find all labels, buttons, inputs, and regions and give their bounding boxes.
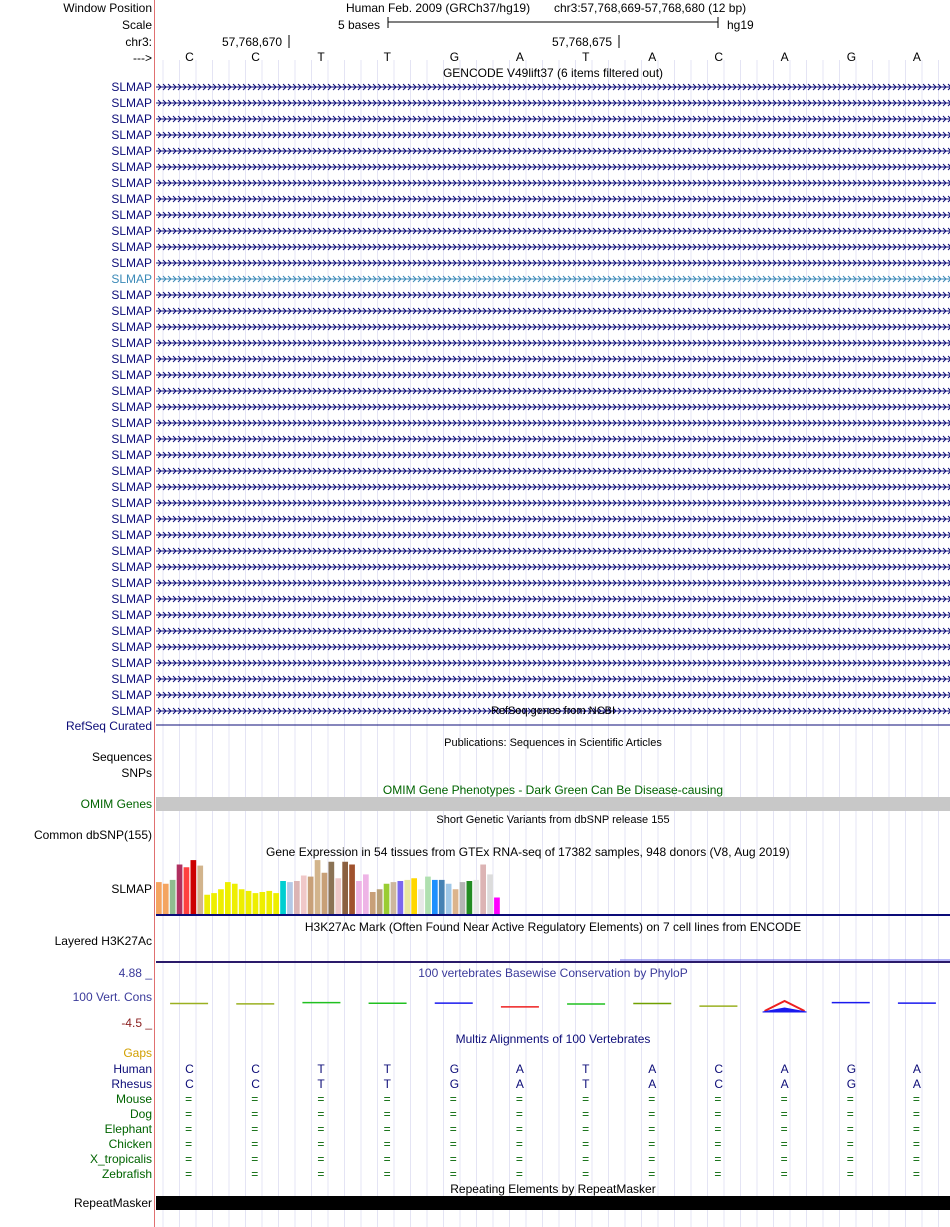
- gtex-bar: [411, 878, 417, 914]
- gtex-track-title[interactable]: Gene Expression in 54 tissues from GTEx RNA-seq of 17382 samples, 948 donors (V8, Aug 2019): [266, 845, 790, 859]
- base-letter: A: [912, 50, 921, 64]
- phylop-track-title[interactable]: 100 vertebrates Basewise Conservation by PhyloP: [418, 966, 688, 980]
- alignment-base: =: [317, 1092, 325, 1106]
- alignment-base: =: [449, 1107, 457, 1121]
- gtex-bar: [204, 895, 210, 914]
- alignment-base: G: [846, 1077, 857, 1091]
- alignment-base: =: [251, 1137, 259, 1151]
- gencode-item-label[interactable]: SLMAP: [111, 368, 152, 382]
- gtex-bar: [432, 880, 438, 914]
- gtex-bar: [425, 877, 431, 914]
- refseq-label[interactable]: RefSeq Curated: [65, 719, 152, 733]
- alignment-base: T: [582, 1077, 590, 1091]
- gtex-bar: [342, 862, 348, 914]
- alignment-base: =: [846, 1167, 854, 1181]
- alignment-base: =: [383, 1137, 391, 1151]
- alignment-base: =: [515, 1092, 523, 1106]
- gencode-item-label[interactable]: SLMAP: [111, 272, 152, 286]
- gtex-bar: [232, 884, 238, 914]
- gtex-bar: [439, 880, 445, 914]
- alignment-base: =: [582, 1167, 590, 1181]
- gencode-item-label[interactable]: SLMAP: [111, 640, 152, 654]
- phylop-min-label: -4.5 _: [121, 1016, 152, 1030]
- gtex-bar: [322, 873, 328, 914]
- scale-text: 5 bases: [338, 18, 381, 32]
- alignment-base: =: [912, 1152, 920, 1166]
- alignment-base: =: [317, 1122, 325, 1136]
- alignment-base: =: [582, 1107, 590, 1121]
- alignment-base: A: [648, 1077, 657, 1091]
- base-letter: T: [582, 50, 590, 64]
- base-letter: T: [383, 50, 391, 64]
- alignment-base: =: [185, 1152, 193, 1166]
- multiz-species-label[interactable]: Rhesus: [111, 1077, 152, 1091]
- gencode-item-label[interactable]: SLMAP: [111, 656, 152, 670]
- gencode-item-label[interactable]: SLMAP: [111, 160, 152, 174]
- alignment-base: G: [846, 1062, 857, 1076]
- alignment-base: =: [780, 1152, 788, 1166]
- alignment-base: =: [251, 1122, 259, 1136]
- gtex-bar: [487, 874, 493, 914]
- gtex-bar: [446, 884, 452, 914]
- base-letter: C: [185, 50, 194, 64]
- phylop-label[interactable]: 100 Vert. Cons: [72, 990, 152, 1004]
- base-letter: A: [648, 50, 657, 64]
- alignment-base: =: [582, 1137, 590, 1151]
- gtex-bar: [177, 865, 183, 915]
- alignment-base: C: [714, 1062, 724, 1076]
- alignment-base: =: [317, 1167, 325, 1181]
- alignment-base: C: [185, 1077, 194, 1091]
- repeatmasker-track-title[interactable]: Repeating Elements by RepeatMasker: [450, 1182, 656, 1196]
- gtex-bar: [349, 865, 355, 915]
- gencode-item-label[interactable]: SLMAP: [111, 480, 152, 494]
- gtex-bar: [398, 881, 404, 914]
- alignment-base: A: [912, 1062, 921, 1076]
- gtex-label[interactable]: SLMAP: [111, 882, 152, 896]
- ruler-position-1: 57,768,670: [222, 35, 283, 49]
- alignment-base: =: [449, 1122, 457, 1136]
- alignment-base: =: [912, 1107, 920, 1121]
- alignment-base: T: [317, 1077, 325, 1091]
- gencode-item-label[interactable]: SLMAP: [111, 512, 152, 526]
- alignment-base: =: [846, 1092, 854, 1106]
- dbsnp-label[interactable]: Common dbSNP(155): [33, 828, 152, 842]
- multiz-species-label[interactable]: Chicken: [108, 1137, 152, 1151]
- gencode-item-label[interactable]: SLMAP: [111, 688, 152, 702]
- gtex-bar: [184, 867, 190, 914]
- gencode-item-label[interactable]: SLMAP: [111, 128, 152, 142]
- alignment-base: T: [383, 1077, 391, 1091]
- alignment-base: =: [317, 1137, 325, 1151]
- base-letter: C: [714, 50, 724, 64]
- gtex-bar: [211, 893, 217, 914]
- omim-track-title[interactable]: OMIM Gene Phenotypes - Dark Green Can Be Disease-causing: [382, 783, 724, 797]
- multiz-species-label[interactable]: Elephant: [104, 1122, 152, 1136]
- gtex-bar: [363, 874, 369, 914]
- alignment-base: =: [846, 1137, 854, 1151]
- alignment-base: =: [714, 1137, 722, 1151]
- alignment-base: =: [449, 1092, 457, 1106]
- alignment-base: G: [449, 1077, 460, 1091]
- multiz-species-label[interactable]: Mouse: [115, 1092, 152, 1106]
- alignment-base: =: [912, 1092, 920, 1106]
- gencode-item-label[interactable]: SLMAP: [111, 528, 152, 542]
- scale-label: Scale: [121, 18, 152, 32]
- alignment-base: =: [515, 1137, 523, 1151]
- alignment-base: =: [515, 1167, 523, 1181]
- alignment-base: =: [582, 1092, 590, 1106]
- phylop-max-label: 4.88 _: [118, 966, 152, 980]
- alignment-base: A: [515, 1062, 524, 1076]
- gencode-item-label[interactable]: SLMAP: [111, 224, 152, 238]
- gtex-bar: [287, 882, 293, 914]
- gencode-track-title[interactable]: GENCODE V49lift37 (6 items filtered out): [442, 66, 664, 80]
- alignment-base: =: [648, 1167, 656, 1181]
- alignment-base: =: [383, 1092, 391, 1106]
- multiz-species-label[interactable]: Dog: [129, 1107, 152, 1121]
- repeatmasker-label[interactable]: RepeatMasker: [73, 1196, 152, 1210]
- alignment-base: =: [648, 1107, 656, 1121]
- window-position-label: Window Position: [63, 1, 152, 15]
- gtex-bar: [156, 882, 162, 914]
- gencode-item-label[interactable]: SLMAP: [111, 256, 152, 270]
- alignment-base: =: [185, 1137, 193, 1151]
- publications-label-snps[interactable]: SNPs: [121, 766, 152, 780]
- gencode-item-label[interactable]: SLMAP: [111, 576, 152, 590]
- multiz-species-label[interactable]: X_tropicalis: [89, 1152, 152, 1166]
- gtex-bar: [197, 866, 203, 914]
- alignment-base: =: [449, 1167, 457, 1181]
- gencode-item-label[interactable]: SLMAP: [111, 544, 152, 558]
- gencode-item-label[interactable]: SLMAP: [111, 704, 152, 718]
- alignment-base: =: [317, 1152, 325, 1166]
- gtex-bar: [370, 892, 376, 914]
- alignment-base: =: [912, 1167, 920, 1181]
- gtex-bar: [404, 880, 410, 914]
- gtex-bar: [356, 881, 362, 914]
- gencode-item-label[interactable]: SLMAP: [111, 448, 152, 462]
- gencode-item-label[interactable]: SLMAP: [111, 240, 152, 254]
- alignment-base: =: [780, 1137, 788, 1151]
- gencode-item-label[interactable]: SLMAP: [111, 496, 152, 510]
- alignment-base: =: [648, 1152, 656, 1166]
- gencode-item-label[interactable]: SLMAP: [111, 320, 152, 334]
- alignment-base: =: [251, 1092, 259, 1106]
- gtex-bar: [273, 893, 279, 914]
- dbsnp-track-title[interactable]: Short Genetic Variants from dbSNP release 155: [436, 814, 670, 826]
- omim-bar: [156, 797, 950, 811]
- gtex-bar: [418, 889, 424, 914]
- alignment-base: =: [185, 1092, 193, 1106]
- gencode-item-label[interactable]: SLMAP: [111, 352, 152, 366]
- gtex-bar: [163, 884, 169, 914]
- gencode-item-label[interactable]: SLMAP: [111, 384, 152, 398]
- assembly-text: Human Feb. 2009 (GRCh37/hg19): [346, 1, 531, 15]
- ruler-position-2: 57,768,675: [552, 35, 613, 49]
- alignment-base: C: [251, 1077, 260, 1091]
- gencode-item-label[interactable]: SLMAP: [111, 192, 152, 206]
- gtex-bar: [467, 881, 473, 914]
- alignment-base: T: [317, 1062, 325, 1076]
- multiz-species-label[interactable]: Zebrafish: [101, 1167, 152, 1181]
- alignment-base: =: [780, 1107, 788, 1121]
- base-letter: G: [449, 50, 460, 64]
- alignment-base: =: [780, 1122, 788, 1136]
- gtex-bar: [260, 892, 266, 914]
- gencode-item-label[interactable]: SLMAP: [111, 624, 152, 638]
- alignment-base: =: [846, 1107, 854, 1121]
- gencode-item-label[interactable]: SLMAP: [111, 304, 152, 318]
- alignment-base: =: [846, 1152, 854, 1166]
- h3k27ac-track-title[interactable]: H3K27Ac Mark (Often Found Near Active Regulatory Elements) on 7 cell lines from ENCODE: [304, 920, 802, 934]
- position-text: chr3:57,768,669-57,768,680 (12 bp): [554, 1, 747, 15]
- multiz-gaps-label[interactable]: Gaps: [123, 1046, 152, 1060]
- db-text: hg19: [727, 18, 754, 32]
- gencode-item-label[interactable]: SLMAP: [111, 400, 152, 414]
- gtex-bar: [246, 891, 252, 914]
- base-letter: A: [515, 50, 524, 64]
- alignment-base: =: [185, 1167, 193, 1181]
- gencode-item-label[interactable]: SLMAP: [111, 416, 152, 430]
- gtex-bar: [280, 881, 286, 914]
- base-letter: G: [846, 50, 857, 64]
- gencode-item-label[interactable]: SLMAP: [111, 560, 152, 574]
- h3k27ac-label[interactable]: Layered H3K27Ac: [54, 934, 152, 948]
- alignment-base: =: [515, 1152, 523, 1166]
- gtex-bar: [329, 862, 335, 914]
- multiz-track-title[interactable]: Multiz Alignments of 100 Vertebrates: [455, 1032, 651, 1046]
- gtex-bar: [335, 878, 341, 914]
- alignment-base: G: [449, 1062, 460, 1076]
- alignment-base: =: [449, 1152, 457, 1166]
- alignment-base: C: [714, 1077, 724, 1091]
- alignment-base: =: [515, 1107, 523, 1121]
- alignment-base: =: [780, 1092, 788, 1106]
- gencode-item-label[interactable]: SLMAP: [111, 432, 152, 446]
- strand-label: --->: [133, 51, 152, 65]
- gencode-item-label[interactable]: SLMAP: [111, 464, 152, 478]
- gtex-bar: [308, 877, 314, 914]
- alignment-base: =: [449, 1137, 457, 1151]
- gtex-bar: [377, 889, 383, 914]
- alignment-base: =: [582, 1122, 590, 1136]
- alignment-base: =: [648, 1137, 656, 1151]
- gtex-bar: [384, 884, 390, 914]
- alignment-base: =: [912, 1122, 920, 1136]
- gtex-bar: [191, 860, 197, 914]
- omim-label[interactable]: OMIM Genes: [80, 797, 152, 811]
- gencode-item-label[interactable]: SLMAP: [111, 288, 152, 302]
- gtex-bar: [253, 893, 259, 914]
- alignment-base: A: [912, 1077, 921, 1091]
- gtex-bar: [301, 876, 307, 915]
- chrom-label: chr3:: [125, 35, 152, 49]
- alignment-base: =: [714, 1107, 722, 1121]
- alignment-base: =: [648, 1122, 656, 1136]
- alignment-base: A: [648, 1062, 657, 1076]
- multiz-species-label[interactable]: Human: [113, 1062, 152, 1076]
- alignment-base: =: [648, 1092, 656, 1106]
- gtex-bar: [460, 882, 466, 914]
- gencode-item-label[interactable]: SLMAP: [111, 176, 152, 190]
- gtex-bar: [225, 882, 231, 914]
- alignment-base: =: [714, 1122, 722, 1136]
- alignment-base: =: [714, 1167, 722, 1181]
- gtex-bar: [239, 889, 245, 914]
- alignment-base: =: [714, 1092, 722, 1106]
- alignment-base: =: [383, 1122, 391, 1136]
- refseq-track-title[interactable]: RefSeq genes from NCBI: [490, 705, 616, 717]
- gencode-item-label[interactable]: SLMAP: [111, 608, 152, 622]
- gencode-item-label[interactable]: SLMAP: [111, 336, 152, 350]
- gtex-bar: [315, 860, 321, 914]
- gtex-bar: [218, 889, 224, 914]
- label-divider: [154, 0, 155, 1227]
- publications-track-title[interactable]: Publications: Sequences in Scientific Articles: [444, 737, 662, 749]
- gtex-bar: [266, 891, 272, 914]
- gtex-bar: [294, 881, 300, 914]
- alignment-base: C: [251, 1062, 260, 1076]
- repeatmasker-bar: [156, 1196, 950, 1210]
- gencode-item-label[interactable]: SLMAP: [111, 80, 152, 94]
- alignment-base: T: [582, 1062, 590, 1076]
- alignment-base: =: [251, 1167, 259, 1181]
- gencode-item-label[interactable]: SLMAP: [111, 96, 152, 110]
- alignment-base: =: [383, 1167, 391, 1181]
- gencode-item-label[interactable]: SLMAP: [111, 112, 152, 126]
- alignment-base: =: [251, 1107, 259, 1121]
- alignment-base: =: [317, 1107, 325, 1121]
- alignment-base: =: [185, 1107, 193, 1121]
- alignment-base: A: [515, 1077, 524, 1091]
- alignment-base: =: [714, 1152, 722, 1166]
- alignment-base: A: [780, 1077, 789, 1091]
- alignment-base: =: [383, 1107, 391, 1121]
- alignment-base: =: [780, 1167, 788, 1181]
- base-letter: A: [780, 50, 789, 64]
- gtex-bar: [480, 865, 486, 915]
- alignment-base: =: [515, 1122, 523, 1136]
- alignment-base: A: [780, 1062, 789, 1076]
- gtex-bar: [170, 880, 176, 914]
- gtex-bar: [391, 882, 397, 914]
- alignment-base: C: [185, 1062, 194, 1076]
- base-letter: C: [251, 50, 260, 64]
- gencode-item-label[interactable]: SLMAP: [111, 208, 152, 222]
- alignment-base: =: [383, 1152, 391, 1166]
- base-letter: T: [317, 50, 325, 64]
- gencode-item-label[interactable]: SLMAP: [111, 592, 152, 606]
- alignment-base: =: [185, 1122, 193, 1136]
- gtex-bar: [453, 889, 459, 914]
- alignment-base: T: [383, 1062, 391, 1076]
- alignment-base: =: [846, 1122, 854, 1136]
- gencode-item-label[interactable]: SLMAP: [111, 144, 152, 158]
- gtex-bar: [473, 880, 479, 914]
- alignment-base: =: [251, 1152, 259, 1166]
- gtex-bar: [494, 898, 500, 915]
- alignment-base: =: [582, 1152, 590, 1166]
- gencode-item-label[interactable]: SLMAP: [111, 672, 152, 686]
- publications-label-sequences[interactable]: Sequences: [91, 750, 152, 764]
- alignment-base: =: [912, 1137, 920, 1151]
